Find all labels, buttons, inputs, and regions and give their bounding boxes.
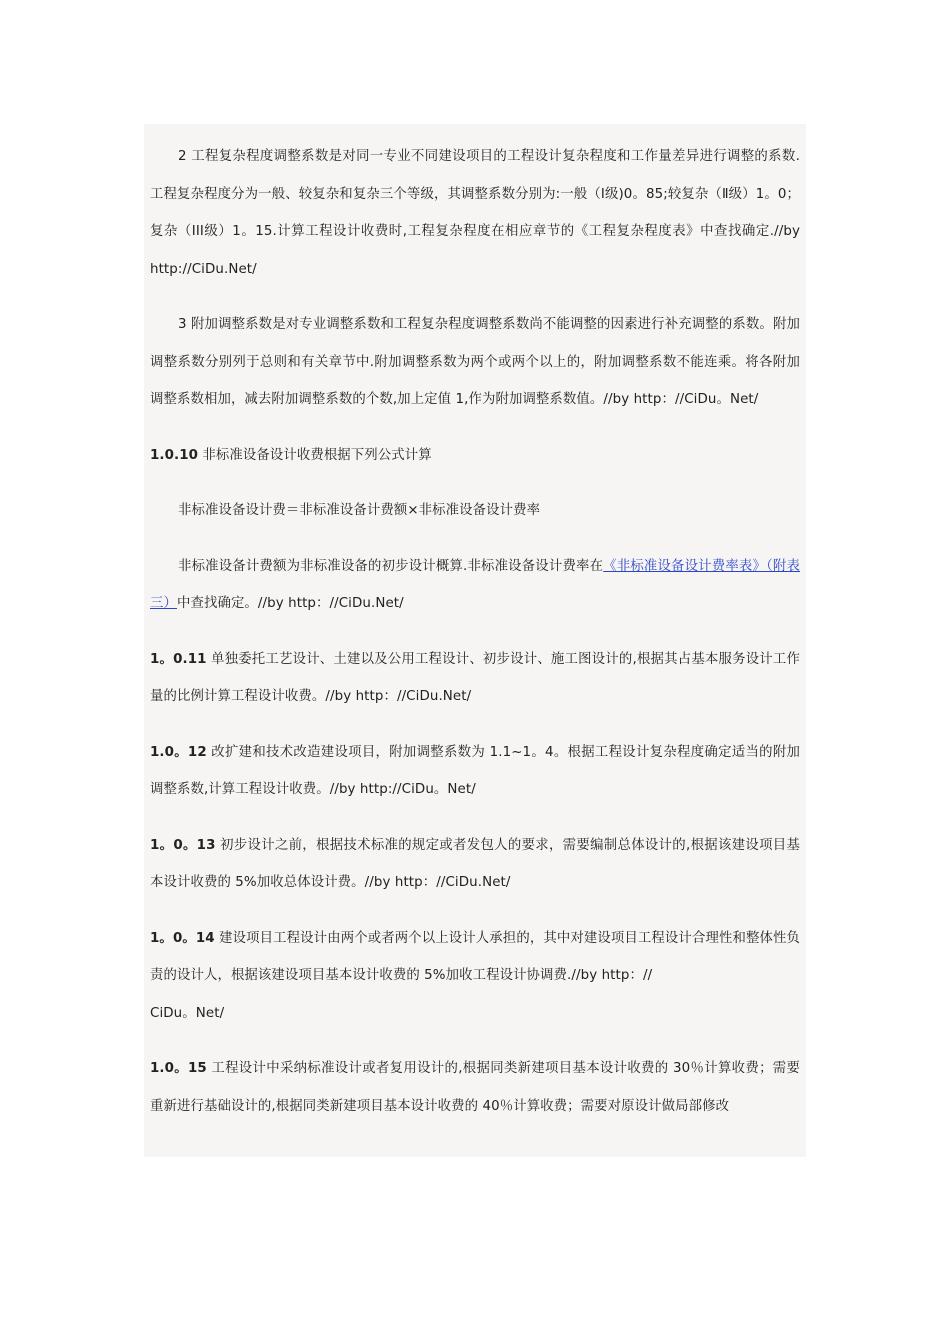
content-block [144,124,806,1157]
section-number: 1.0。12 [150,744,207,760]
section-number: 1.0.10 [150,447,199,463]
section-text: 单独委托工艺设计、土建以及公用工程设计、初步设计、施工图设计的,根据其占基本服务设计工作量的比例计算工程设计收费。//by http：//CiDu.Net/ [150,651,800,704]
section-text: 工程设计中采纳标准设计或者复用设计的,根据同类新建项目基本设计收费的 30％计算收费；需要重新进行基础设计的,根据同类新建项目基本设计收费的 40％计算收费；需要对原设计做局部修改 [150,1061,800,1114]
section-number: 1。0。13 [150,837,216,853]
paragraph-text: 2 工程复杂程度调整系数是对同一专业不同建设项目的工程设计复杂程度和工作量差异进行调整的系数.工程复杂程度分为一般、较复杂和复杂三个等级，其调整系数分别为:一般（Ⅰ级)0。85;较复杂（Ⅱ级）1。0；复杂（III级）1。15.计算工程设计收费时,工程复杂程度在相应章节的《工程复杂程度表》中查找确定.//by http://CiDu.Net/ [150,149,800,277]
section-1-0-15 [150,1050,800,1125]
section-1-0-14 [150,920,800,1033]
section-text: 建设项目工程设计由两个或者两个以上设计人承担的，其中对建设项目工程设计合理性和整体性负责的设计人，根据该建设项目基本设计收费的 5%加收工程设计协调费.//by http：// [150,930,800,983]
fee-rate-table-link[interactable]: 《非标准设备设计费率表》（附表三） [150,558,800,611]
formula-text: 非标准设备设计费＝非标准设备计费额×非标准设备设计费率 [178,503,541,518]
section-number: 1。0.11 [150,651,207,667]
section-1-0-13 [150,827,800,902]
paragraph-complexity-coefficient [150,138,800,288]
section-1-0-10 [150,437,800,475]
formula-line [150,492,800,530]
section-text: 初步设计之前，根据技术标准的规定或者发包人的要求，需要编制总体设计的,根据该建设项目基本设计收费的 5%加收总体设计费。//by http：//CiDu.Net/ [150,837,800,890]
paragraph-text: 中查找确定。//by http：//CiDu.Net/ [176,596,404,611]
section-text-tail: CiDu。Net/ [150,1005,225,1021]
section-number: 1.0。15 [150,1061,207,1076]
paragraph-fee-rate [150,548,800,623]
section-number: 1。0。14 [150,930,215,946]
article-body [144,124,806,1125]
section-text: 改扩建和技术改造建设项目，附加调整系数为 1.1~1。4。根据工程设计复杂程度确定适当的附加调整系数,计算工程设计收费。//by http://CiDu。Net/ [150,744,800,797]
section-1-0-12 [150,734,800,809]
paragraph-text: 非标准设备计费额为非标准设备的初步设计概算.非标准设备设计费率在 [178,558,604,574]
paragraph-text: 3 附加调整系数是对专业调整系数和工程复杂程度调整系数尚不能调整的因素进行补充调整的系数。附加调整系数分别列于总则和有关章节中.附加调整系数为两个或两个以上的，附加调整系数不能连乘。将各附加调整系数相加，减去附加调整系数的个数,加上定值 1,作为附加调整系数值。//by http：//CiDu。Net/ [150,317,800,407]
section-1-0-11 [150,641,800,716]
section-text: 非标准设备设计收费根据下列公式计算 [198,447,432,463]
paragraph-additional-coefficient [150,306,800,419]
